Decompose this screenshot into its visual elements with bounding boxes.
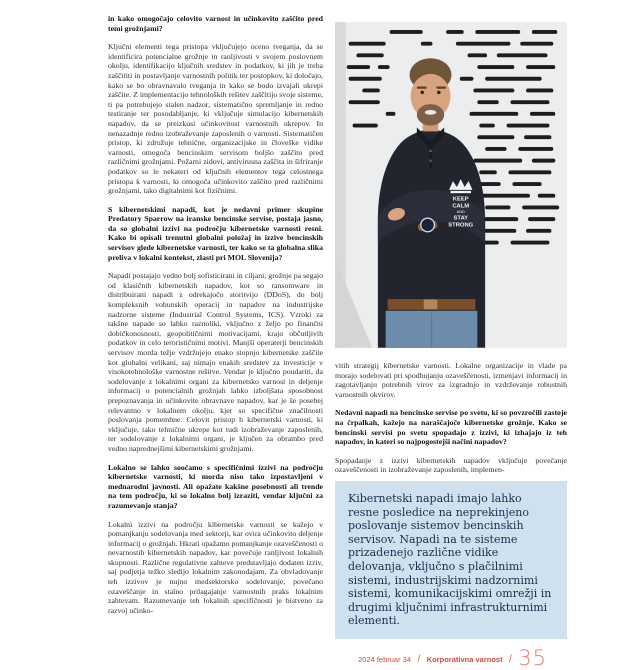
shirt-text-line: STAY bbox=[453, 215, 469, 222]
beard bbox=[417, 104, 444, 125]
shirt-text-line: AND bbox=[456, 208, 465, 214]
right-text-column bbox=[335, 14, 567, 670]
interview-question-3: Lokalno se lahko soočamo s specifičnimi izzivi na področju kibernetske varnosti, ki morda niso tako izpostavljeni v mednarodni javnosti. Ali opažate kakšne posebnosti ali trende na tem področju, ki so lokalno bolj izraziti, vendar ključni za razumevanje stanja? bbox=[108, 462, 323, 510]
eye bbox=[420, 91, 424, 95]
footer-separator: / bbox=[509, 653, 512, 665]
footer-separator: / bbox=[417, 653, 421, 665]
placket bbox=[429, 143, 432, 168]
pull-quote-text: Kibernetski napadi imajo lahko resne posledice na neprekinjeno poslovanje sistemov bencinskih servisov. Napadi na te sisteme prizadenejo različne vidike delovanja, vključno s plačilnimi sistemi, industrijskimi nadzornimi sistemi, komunikacijskimi omrežji in drugimi ključnimi infrastrukturnimi elementi. bbox=[348, 491, 552, 628]
shirt-text-line: CALM bbox=[452, 203, 470, 210]
shirt-text-line: KEEP bbox=[452, 196, 469, 203]
answer-paragraph-3-continued: vitih strategij kibernetske varnosti. Lokalne organizacije in vlade pa morajo sodelovati pri spodbujanju ozaveščenosti, izmenjavi informacij in zagotavljanju potrebnih virov za izgradnjo in vzdrževanje robustnih varnostnih okvirov. bbox=[335, 361, 567, 399]
answer-paragraph-2: Napadi postajajo vedno bolj sofisticirani in ciljani, grožnje pa segajo od klasičnih kibernetskih napadov, kot so ransomware in distribuirani napadi z odrekajočo storitvijo (DDoS), do bolj kompleksnih vohunskih operacij in napadov na industrijske nadzorne sisteme (Industrial Control Systems, ICS). Vzroki za takšne napade so lahko raznoliki, vključno z željo po finančni dobičkonosnosti, geopolitičnimi motivacijami, krajo občutljivih podatkov in celo terorističnimi motivi. Manjši operaterji bencinskih servisov morda težje vzdržujejo enako stopnjo kibernetske zaščite kot globalni velikani, saj nimajo enakih sredstev za investicije v visokotehnološke varnostne rešitve. Vendar je ključno poudariti, da sodelovanje z lokalnimi organi za kibernetsko varnost in deljenje informacij o potencialnih grožnjah lahko izboljšata sposobnost prepoznavanja in učinkovite obravnave napadov, kar je še posebej relevantno v lokalnem okolju, kjer so specifične značilnosti poslovanja pomembne. Celovit pristop h kibernetski varnosti, ki vključuje, tako tehnične ukrepe kot tudi izobraževanje zaposlenih, ter sodelovanje z lokalnimi organi, je ključen za obrambo pred vedno naprednejšimi kibernetskimi grožnjami. bbox=[108, 271, 323, 453]
person-illustration bbox=[335, 17, 567, 353]
page-footer bbox=[335, 646, 567, 670]
left-text-column bbox=[108, 14, 323, 670]
interview-question-2: S kibernetskimi napadi, kot je nedavni primer skupine Predatory Sparrow na iranske bencinske servise, postaja jasno, da so globalni izzivi na področju kibernetske varnosti resni. Kako bi opisali trenutni globalni položaj in izzive bencinskih servisov glede kibernetske varnosti, ter kako se ta globalna slika preliva v lokalni kontekst, zlasti pri MOL Slovenija? bbox=[108, 204, 323, 262]
lead-question: in kako omogočajo celovito varnost in učinkovito zaščito pred temi grožnjami? bbox=[108, 14, 323, 33]
pull-quote-box bbox=[335, 481, 567, 639]
smile bbox=[425, 110, 437, 115]
interviewee-photo bbox=[335, 17, 567, 353]
belt-buckle bbox=[424, 300, 438, 310]
eye bbox=[437, 91, 441, 95]
watch-face bbox=[421, 218, 435, 232]
footer-section-title: Korporativna varnost bbox=[426, 654, 503, 664]
page-number: 35 bbox=[518, 645, 547, 670]
article-columns bbox=[108, 14, 567, 670]
footer-issue-date: 2024 februar 34 bbox=[358, 654, 412, 664]
answer-paragraph-4: Spopadanje z izzivi kibernetskih napadov vključuje povečanje ozaveščenosti in izobraževanje zaposlenih, implemen- bbox=[335, 455, 567, 475]
interview-question-4: Nedavni napadi na bencinske servise po svetu, ki so povzročili zastoje na črpalkah, kažejo na naraščajoče kibernetske grožnje. Kako se bencinski servisi po svetu spopadajo z izzivi, ki izhajajo iz teh napadov, in kateri so najpogostejši načini napadov? bbox=[335, 408, 567, 447]
answer-paragraph-3: Lokalni izzivi na področju kibernetske varnosti se kažejo v pomanjkanju sodelovanja med sektorji, kar ovira učinkovito deljenje informacij o grožnjah. Hkrati opažamo pomanjkanje ozaveščenosti o nevarnostih kibernetskih napadov, kar povečuje ranljivost lokalnih skupnosti. Različne regulativne zahteve predstavljajo dodaten izziv, saj podjetja težko sledijo lokalnim zakonodajam. Za obvladovanje teh izzivov je nujno medsektorsko sodelovanje, povečano ozaveščanje in stalno prilagajanje varnostnih praks lokalnim zahtevam. Razumevanje teh lokalnih specifičnosti je bistveno za razvoj učinko- bbox=[108, 519, 323, 615]
answer-paragraph-1: Ključni elementi tega pristopa vključujejo oceno tveganja, da se identificira potencialne grožnje in ranljivosti v svojem poslovnem okolju, identifikacijo ključnih sredstev in podatkov, ki jih je treba zaščititi in postavljanje varnostnih politik ter postopkov, ki določajo, kako se bo obravnavalo tveganja in kako se bodo izvajali ukrepi zaščite. Z implementacijo tehnoloških rešitev zaščitijo svoje sisteme, ti pa potrebujejo stalen nadzor, sistematično spremljanje in redno testiranje ter posodabljanje, ki vključuje simulacijo kibernetskih napadov, da se preizkusi učinkovitost varnostnih ukrepov. In nenazadnje redno izobraževanje zaposlenih o varnosti. Sistematičen pristop, ki združuje tehnične, organizacijske in človeške vidike varnosti, omogoča bencinskim servisom boljšo zaščito pred različnimi grožnjami. Požarni zidovi, antivirusna zaščita in šifriranje podatkov so le nekateri od ključnih elementov tega celostnega pristopa k varnosti, ki omogoča učinkovito zaščito pred različnimi grožnjami, tako digitalnimi kot fizičnimi. bbox=[108, 42, 324, 196]
shirt-text-line: STRONG bbox=[448, 222, 474, 229]
